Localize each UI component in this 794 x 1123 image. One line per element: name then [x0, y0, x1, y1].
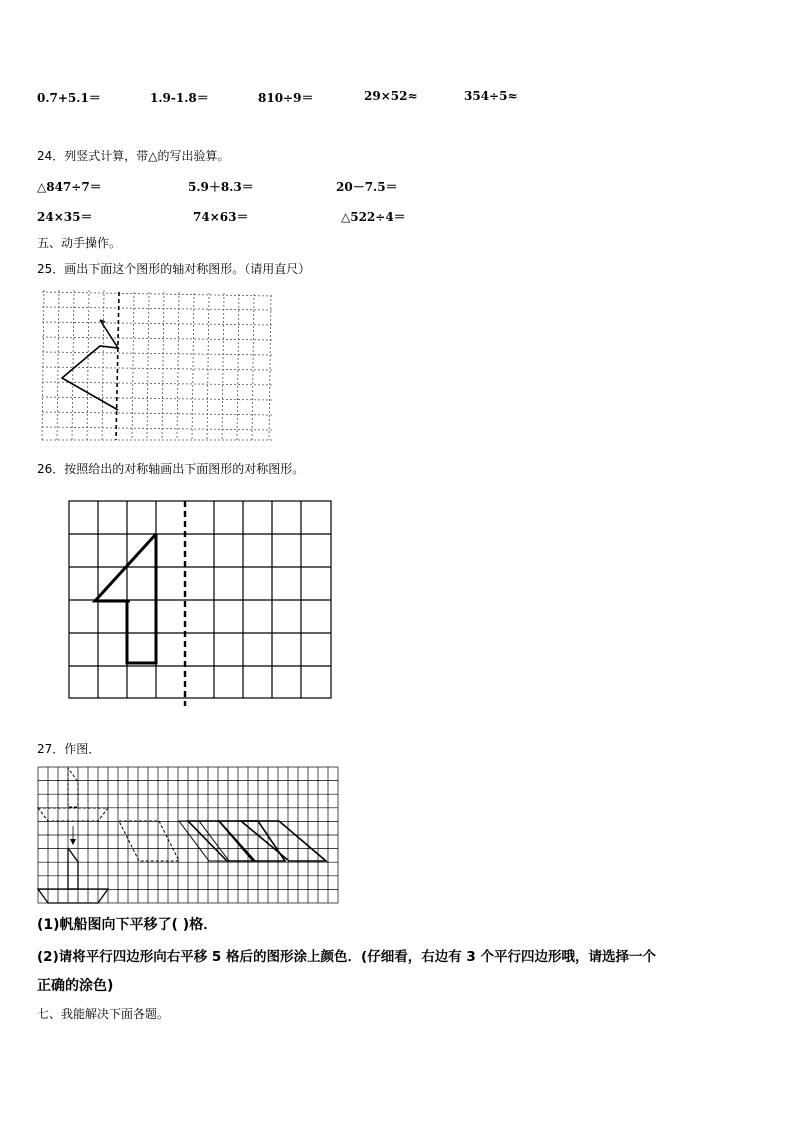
q24-expr-5: 74×63＝: [193, 210, 249, 224]
section5-heading: 五、动手操作。: [37, 236, 122, 250]
q25-half-shape: [62, 320, 118, 410]
q24-expr-6: △522÷4＝: [341, 210, 406, 224]
q24-expr-1: △847÷7＝: [37, 180, 102, 194]
q24-expr-4: 24×35＝: [37, 210, 93, 224]
q26-title: 26．按照给出的对称轴画出下面图形的对称图形。: [37, 462, 305, 476]
top-expr-4: 29×52≈: [364, 89, 418, 103]
top-expr-1: 0.7+5.1＝: [37, 91, 101, 105]
q27-sub1: (1)帆船图向下平移了( )格．: [37, 917, 218, 933]
section7-heading: 七、我能解决下面各题。: [37, 1007, 170, 1021]
q25-grid: [42, 290, 274, 442]
q27-title: 27．作图．: [37, 742, 101, 756]
top-expr-2: 1.9-1.8＝: [150, 91, 209, 105]
q27-grid: [37, 766, 341, 906]
q27-sub2-line1: (2)请将平行四边形向右平移 5 格后的图形涂上颜色．(仔细看，右边有 3 个平行四边形哦，请选择一个: [37, 949, 656, 965]
q24-title: 24．列竖式计算，带△的写出验算。: [37, 149, 230, 163]
q27-parallelogram-candidate-3: [219, 821, 285, 861]
top-expr-5: 354÷5≈: [464, 89, 518, 103]
q27-sub2-line2: 正确的涂色): [37, 978, 114, 994]
q24-expr-2: 5.9＋8.3＝: [188, 180, 254, 194]
q27-down-arrow: [70, 826, 76, 845]
q25-symmetry-axis: [116, 292, 119, 440]
top-expr-3: 810÷9＝: [258, 91, 314, 105]
q24-expr-3: 20－7.5＝: [336, 180, 398, 194]
q26-grid: [68, 500, 334, 710]
q27-grid-lines: [38, 767, 338, 903]
q27-parallelogram-candidate-4: [241, 821, 326, 861]
q26-shape-four: [95, 534, 156, 663]
q25-title: 25．画出下面这个图形的轴对称图形。（请用直尺）: [37, 262, 311, 276]
